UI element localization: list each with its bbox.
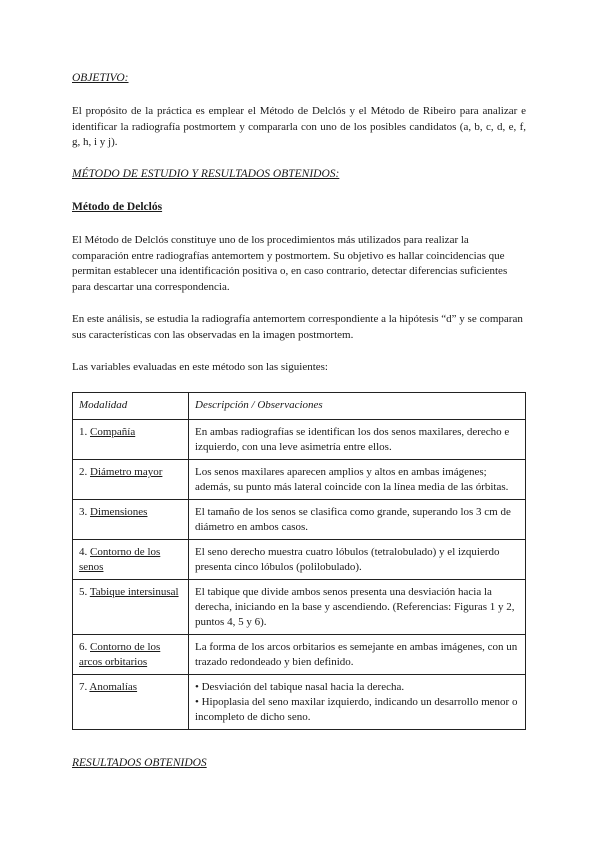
variables-table bbox=[72, 392, 526, 730]
modality-name: Contorno de los arcos orbitarios bbox=[79, 641, 161, 668]
description-cell: El tamaño de los senos se clasifica como grande, superando los 3 cm de diámetro en ambos casos. bbox=[189, 500, 526, 540]
modality-number: 5. bbox=[79, 586, 88, 598]
table-row bbox=[73, 540, 526, 580]
description-cell: El tabique que divide ambos senos presenta una desviación hacia la derecha, iniciando en la base y ascendiendo. (Referencias: Figuras 1 y 2, puntos 4, 5 y 6). bbox=[189, 580, 526, 635]
modality-name: Dimensiones bbox=[90, 506, 148, 518]
delclos-paragraph-2: En este análisis, se estudia la radiografía antemortem correspondiente a la hipótesis “d” y se comparan sus características con las observadas en la imagen postmortem. bbox=[72, 313, 523, 341]
modality-name: Compañía bbox=[90, 426, 136, 438]
modality-cell bbox=[73, 675, 189, 730]
anomaly-item: • Hipoplasia del seno maxilar izquierdo, indicando un desarrollo menor o incompleto de dicho seno. bbox=[195, 696, 518, 723]
modality-name: Tabique intersinusal bbox=[89, 586, 179, 598]
header-modalidad: Modalidad bbox=[73, 393, 189, 420]
modality-cell bbox=[73, 460, 189, 500]
modality-cell bbox=[73, 580, 189, 635]
table-row bbox=[73, 500, 526, 540]
modality-cell bbox=[73, 420, 189, 460]
objective-text: El propósito de la práctica es emplear el Método de Delclós y el Método de Ribeiro para analizar e identificar la radiografía postmortem y compararla con uno de los posibles candidatos (a, b, c, d, e, f, g, h, i y j). bbox=[72, 105, 526, 148]
table-row bbox=[73, 580, 526, 635]
modality-name: Contorno de los senos bbox=[79, 546, 161, 573]
modality-cell bbox=[73, 500, 189, 540]
description-cell: Los senos maxilares aparecen amplios y altos en ambas imágenes; además, su punto más lateral coincide con la línea media de las órbitas. bbox=[189, 460, 526, 500]
table-header-row bbox=[73, 393, 526, 420]
table-row bbox=[73, 635, 526, 675]
header-descripcion: Descripción / Observaciones bbox=[189, 393, 526, 420]
description-cell bbox=[189, 675, 526, 730]
modality-name: Anomalías bbox=[89, 681, 138, 693]
modality-number: 1. bbox=[79, 426, 88, 438]
objective-heading: OBJETIVO: bbox=[72, 72, 129, 84]
modality-number: 6. bbox=[79, 641, 88, 653]
modality-number: 7. bbox=[79, 681, 88, 693]
modality-cell bbox=[73, 540, 189, 580]
description-cell: La forma de los arcos orbitarios es semejante en ambas imágenes, con un trazado redondeado y bien definido. bbox=[189, 635, 526, 675]
table-row bbox=[73, 675, 526, 730]
table-row bbox=[73, 460, 526, 500]
modality-number: 2. bbox=[79, 466, 88, 478]
method-section-heading: MÉTODO DE ESTUDIO Y RESULTADOS OBTENIDOS: bbox=[72, 168, 340, 180]
anomaly-item: • Desviación del tabique nasal hacia la derecha. bbox=[195, 681, 405, 693]
results-heading: RESULTADOS OBTENIDOS bbox=[72, 757, 207, 769]
delclos-paragraph-3: Las variables evaluadas en este método son las siguientes: bbox=[72, 361, 328, 373]
delclos-paragraph-1: El Método de Delclós constituye uno de los procedimientos más utilizados para realizar la comparación entre radiografías antemortem y postmortem. Su objetivo es hallar coincidencias que permitan establecer una identificación positiva o, en caso contrario, detectar diferencias suficientes para descartar una correspondencia. bbox=[72, 234, 508, 293]
modality-cell bbox=[73, 635, 189, 675]
description-cell: El seno derecho muestra cuatro lóbulos (tetralobulado) y el izquierdo presenta cinco lóbulos (polilobulado). bbox=[189, 540, 526, 580]
description-cell: En ambas radiografías se identifican los dos senos maxilares, derecho e izquierdo, con una leve asimetría entre ellos. bbox=[189, 420, 526, 460]
modality-name: Diámetro mayor bbox=[90, 466, 163, 478]
delclos-title: Método de Delclós bbox=[72, 201, 163, 213]
modality-number: 3. bbox=[79, 506, 88, 518]
modality-number: 4. bbox=[79, 546, 88, 558]
table-row bbox=[73, 420, 526, 460]
